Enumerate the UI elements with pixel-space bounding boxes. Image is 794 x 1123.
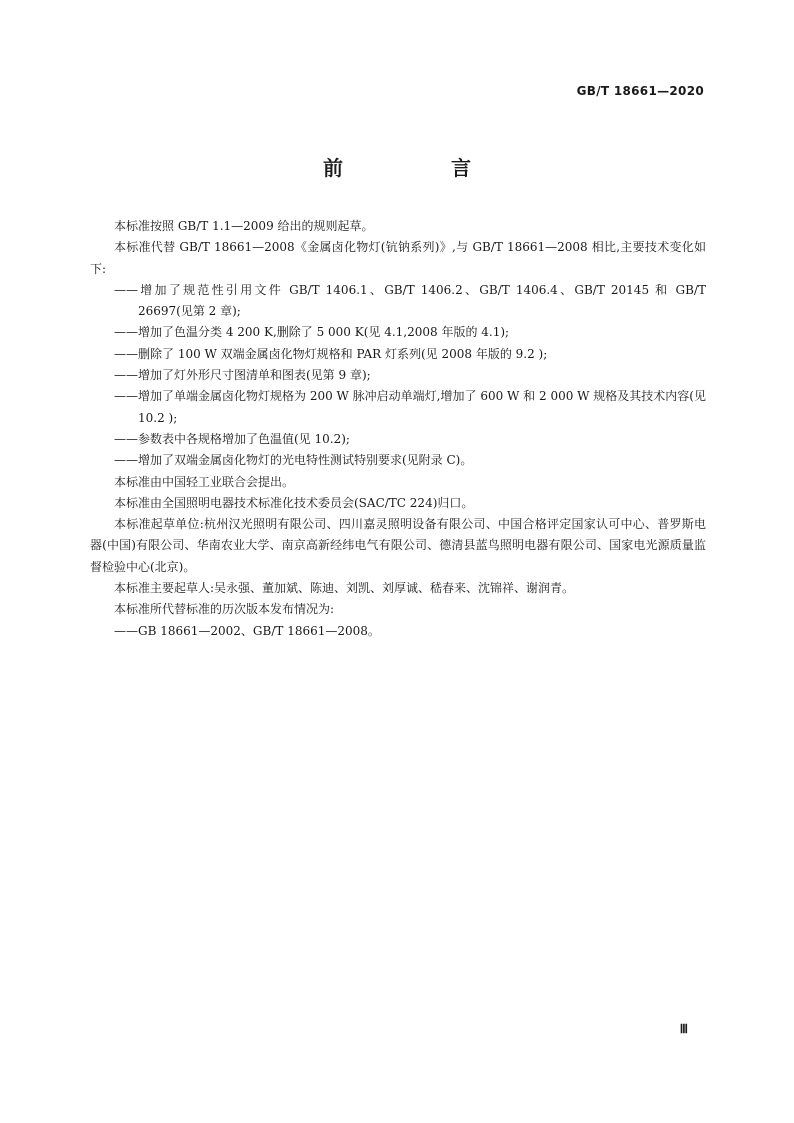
standard-code: GB/T 18661—2020 xyxy=(576,84,704,98)
paragraph-drafting-units: 本标准起草单位:杭州汉光照明有限公司、四川嘉灵照明设备有限公司、中国合格评定国家认可中心、普罗斯电器(中国)有限公司、华南农业大学、南京高新经纬电气有限公司、德清县蓝鸟照明电器有限公司、国家电光源质量监督检验中心(北京)。 xyxy=(90,517,706,574)
change-item: ——参数表中各规格增加了色温值(见 10.2); xyxy=(114,431,350,446)
change-item: ——增加了色温分类 4 200 K,删除了 5 000 K(见 4.1,2008 年版的 4.1); xyxy=(114,325,510,340)
history-item: ——GB 18661—2002、GB/T 18661—2008。 xyxy=(114,623,380,638)
document-body xyxy=(90,216,706,642)
paragraph-drafting-rules: 本标准按照 GB/T 1.1—2009 给出的规则起草。 xyxy=(114,219,374,233)
change-item: ——增加了灯外形尺寸图清单和图表(见第 9 章); xyxy=(114,368,371,383)
page-title: 前 言 xyxy=(323,156,515,180)
paragraph-history-intro: 本标准所代替标准的历次版本发布情况为: xyxy=(114,602,335,617)
change-item: ——增加了双端金属卤化物灯的光电特性测试特别要求(见附录 C)。 xyxy=(114,453,473,468)
paragraph-drafters: 本标准主要起草人:吴永强、董加斌、陈迪、刘凯、刘厚诚、嵇春来、沈锦祥、谢润青。 xyxy=(114,581,575,596)
paragraph-proposer: 本标准由中国轻工业联合会提出。 xyxy=(114,474,295,489)
paragraph-replacement: 本标准代替 GB/T 18661—2008《金属卤化物灯(钪钠系列)》,与 GB/T 18661—2008 相比,主要技术变化如下: xyxy=(90,240,706,276)
change-item: ——删除了 100 W 双端金属卤化物灯规格和 PAR 灯系列(见 2008 年版的 9.2 ); xyxy=(114,346,548,361)
change-item: ——增加了单端金属卤化物灯规格为 200 W 脉冲启动单端灯,增加了 600 W 和 2 000 W 规格及其技术内容(见 10.2 ); xyxy=(114,389,706,425)
paragraph-committee: 本标准由全国照明电器技术标准化技术委员会(SAC/TC 224)归口。 xyxy=(114,495,474,510)
page-number: Ⅲ xyxy=(679,1022,688,1036)
change-item: ——增加了规范性引用文件 GB/T 1406.1、GB/T 1406.2、GB/T 1406.4、GB/T 20145 和 GB/T 26697(见第 2 章); xyxy=(114,282,706,319)
